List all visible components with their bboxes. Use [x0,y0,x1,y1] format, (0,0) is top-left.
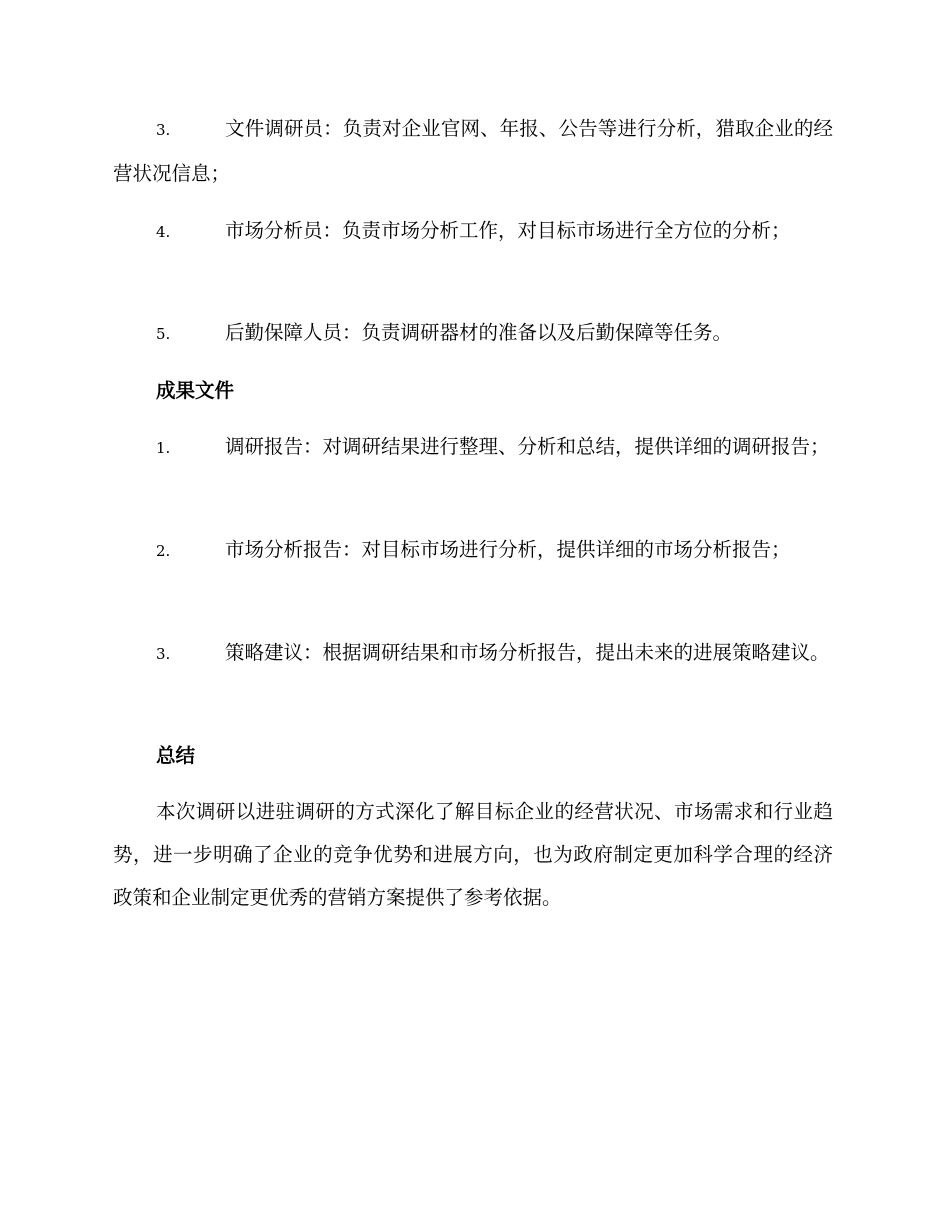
list-number: 2. [156,542,171,560]
list-item-text: 策略建议：根据调研结果和市场分析报告，提出未来的进展策略建议。 [225,641,830,664]
list-item-text: 调研报告：对调研结果进行整理、分析和总结，提供详细的调研报告； [225,435,830,458]
list-number: 1. [156,439,171,457]
list-item-text: 市场分析员：负责市场分析工作，对目标市场进行全方位的分析； [225,219,791,242]
list-item-results-1 [113,425,833,470]
summary-paragraph: 本次调研以进驻调研的方式深化了解目标企业的经营状况、市场需求和行业趋势，进一步明确了企业的竞争优势和进展方向，也为政府制定更加科学合理的经济政策和企业制定更优秀的营销方案提供了参考依据。 [113,800,833,909]
list-item-roles-3 [113,107,833,196]
list-item-results-2 [113,528,833,573]
list-number: 4. [156,223,171,241]
list-item-text: 市场分析报告：对目标市场进行分析，提供详细的市场分析报告； [225,538,791,561]
list-number: 5. [156,325,171,343]
list-item-text: 文件调研员：负责对企业官网、年报、公告等进行分析，猎取企业的经营状况信息； [113,117,833,185]
section-heading-results: 成果文件 [156,379,235,402]
list-item-text: 后勤保障人员：负责调研器材的准备以及后勤保障等任务。 [225,321,733,344]
list-item-roles-4 [113,209,833,254]
list-number: 3. [156,645,171,663]
section-heading-summary: 总结 [156,744,196,767]
list-number: 3. [156,121,171,139]
list-item-roles-5 [113,311,833,356]
list-item-results-3 [113,631,833,676]
